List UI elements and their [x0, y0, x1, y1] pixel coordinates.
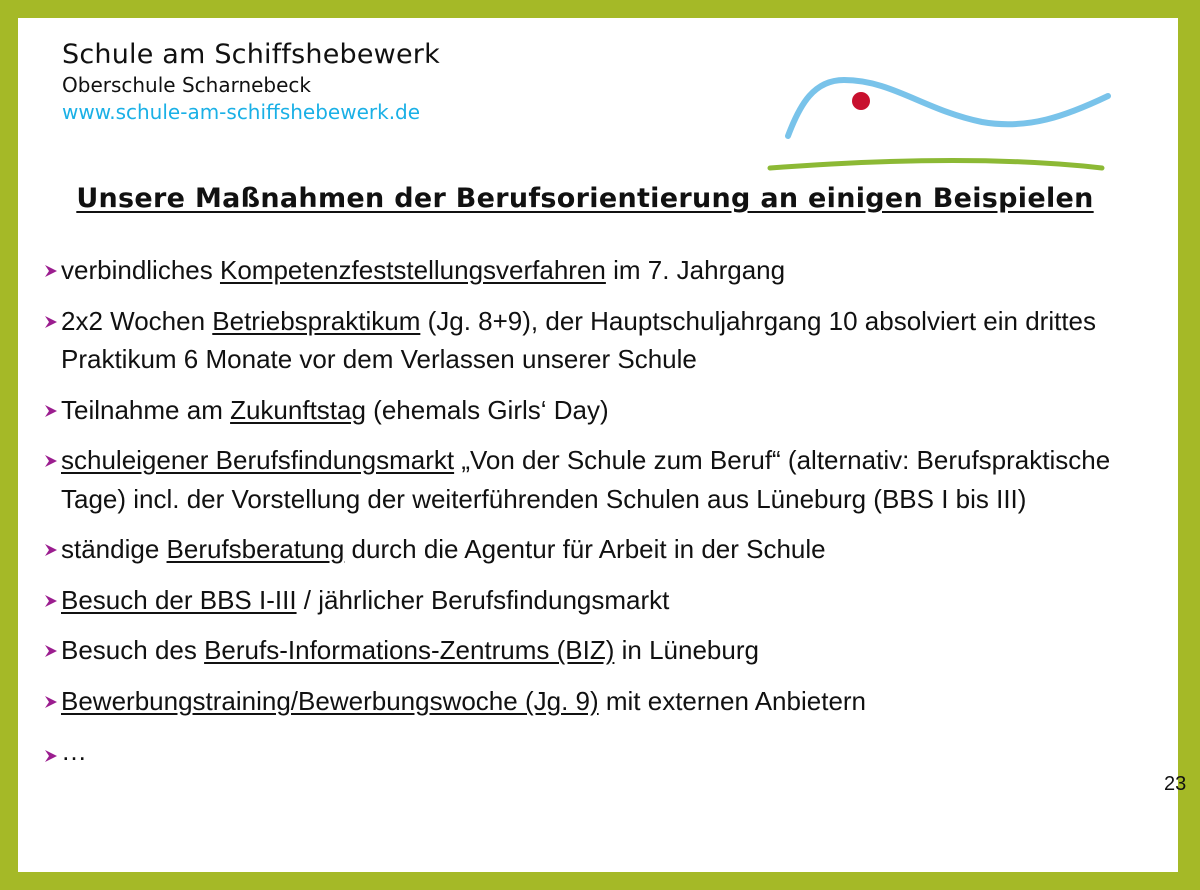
item-text: / jährlicher Berufsfindungsmarkt — [296, 584, 670, 615]
school-name: Schule am Schiffshebewerk — [62, 39, 440, 70]
logo-wave — [788, 80, 1108, 136]
school-header — [62, 38, 440, 126]
item-keyword: Kompetenzfeststellungsverfahren — [219, 255, 606, 285]
item-text: mit externen Anbietern — [598, 685, 867, 716]
slide — [18, 18, 1187, 872]
list-item — [44, 631, 1164, 670]
list-item — [44, 441, 1164, 518]
school-website: www.schule-am-schiffshebewerk.de — [62, 100, 421, 124]
arrowhead-icon — [44, 263, 58, 279]
page-title: Unsere Maßnahmen der Berufsorientierung an einigen Beispielen — [76, 183, 1094, 214]
list-item — [44, 581, 1164, 620]
item-text: … — [61, 736, 87, 766]
list-item — [44, 391, 1164, 430]
arrowhead-icon — [44, 403, 58, 419]
list-item — [44, 302, 1164, 379]
arrowhead-icon — [44, 694, 58, 710]
item-text: (Jg. 8+9), der Hauptschuljahrgang 10 absolviert ein drittes Praktikum 6 Monate vor dem Verlassen unserer Schule — [61, 305, 1097, 374]
arrowhead-icon — [44, 643, 58, 659]
arrowhead-icon — [44, 453, 58, 469]
list-item — [44, 251, 1164, 290]
list-item — [44, 732, 1164, 771]
item-text: „Von der Schule zum Beruf“ (alternativ: Berufspraktische Tage) incl. der Vorstellung der weiterführenden Schulen aus Lüneburg (BBS I bis III) — [61, 445, 1111, 514]
bullet-list — [44, 251, 1164, 783]
item-keyword: Betriebspraktikum — [212, 305, 421, 336]
item-text: 2x2 Wochen — [61, 305, 213, 336]
item-text: verbindliches — [61, 255, 220, 285]
school-type: Oberschule Scharnebeck — [62, 73, 312, 97]
page-number: 23 — [1164, 773, 1187, 795]
item-text: in Lüneburg — [614, 635, 759, 665]
list-item — [44, 682, 1164, 721]
item-keyword: Bewerbungstraining/Bewerbungswoche (Jg. 9) — [61, 685, 599, 716]
item-keyword: Besuch der BBS I-III — [61, 584, 297, 615]
item-text: Besuch des — [61, 635, 205, 665]
item-keyword: schuleigener Berufsfindungsmarkt — [61, 445, 455, 475]
item-keyword: Berufs-Informations-Zentrums (BIZ) — [204, 635, 615, 665]
item-text: Teilnahme am — [61, 394, 231, 425]
item-keyword: Zukunftstag — [230, 394, 366, 425]
item-keyword: Berufsberatung — [166, 534, 345, 564]
arrowhead-icon — [44, 542, 58, 558]
arrowhead-icon — [44, 314, 58, 330]
arrowhead-icon — [44, 593, 58, 609]
list-item — [44, 530, 1164, 569]
logo-dot — [852, 92, 870, 110]
school-logo — [766, 58, 1116, 178]
item-text: (ehemals Girls‘ Day) — [365, 394, 609, 425]
arrowhead-icon — [44, 748, 58, 764]
item-text: ständige — [61, 534, 167, 564]
item-text: durch die Agentur für Arbeit in der Schule — [344, 534, 826, 564]
logo-ground — [770, 160, 1102, 168]
item-text: im 7. Jahrgang — [605, 255, 786, 285]
